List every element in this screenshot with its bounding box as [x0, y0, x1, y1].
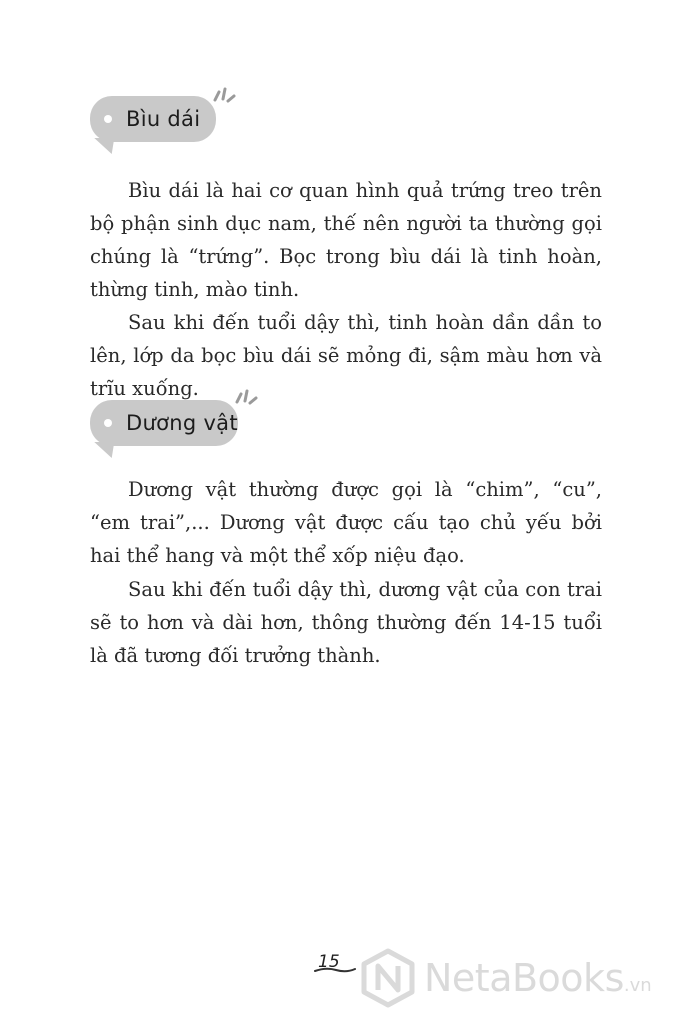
paragraph: Sau khi đến tuổi dậy thì, tinh hoàn dần dần to lên, lớp da bọc bìu dái sẽ mỏng đi, sậm màu hơn và trĩu xuống.	[90, 311, 602, 400]
section-heading: Bìu dái	[126, 107, 201, 131]
paragraph: Bìu dái là hai cơ quan hình quả trứng treo trên bộ phận sinh dục nam, thế nên người ta thường gọi chúng là “trứng”. Bọc trong bìu dái là tinh hoàn, thừng tinh, mào tinh.	[90, 179, 602, 301]
sparkle-icon	[234, 388, 258, 406]
sparkle-icon	[212, 86, 236, 104]
paragraph: Dương vật thường được gọi là “chim”, “cu”, “em trai”,... Dương vật được cấu tạo chủ yếu bởi hai thể hang và một thể xốp niệu đạo.	[90, 478, 602, 567]
bullet-dot-icon	[104, 419, 112, 427]
section-heading-bubble	[90, 96, 216, 142]
paragraph: Sau khi đến tuổi dậy thì, dương vật của con trai sẽ to hơn và dài hơn, thông thường đến 14-15 tuổi là đã tương đối trưởng thành.	[90, 578, 602, 667]
bullet-dot-icon	[104, 115, 112, 123]
watermark	[360, 948, 652, 1008]
page-number-underline	[314, 966, 356, 974]
page-number: 15	[318, 952, 340, 972]
bubble-tail	[94, 138, 121, 154]
bubble-tail	[94, 442, 121, 458]
section-heading-bubble	[90, 400, 238, 446]
watermark-brand: NetaBooks	[424, 956, 624, 1000]
section-heading: Dương vật	[126, 411, 238, 435]
netabooks-logo-icon	[360, 948, 416, 1008]
watermark-suffix: .vn	[623, 974, 652, 996]
